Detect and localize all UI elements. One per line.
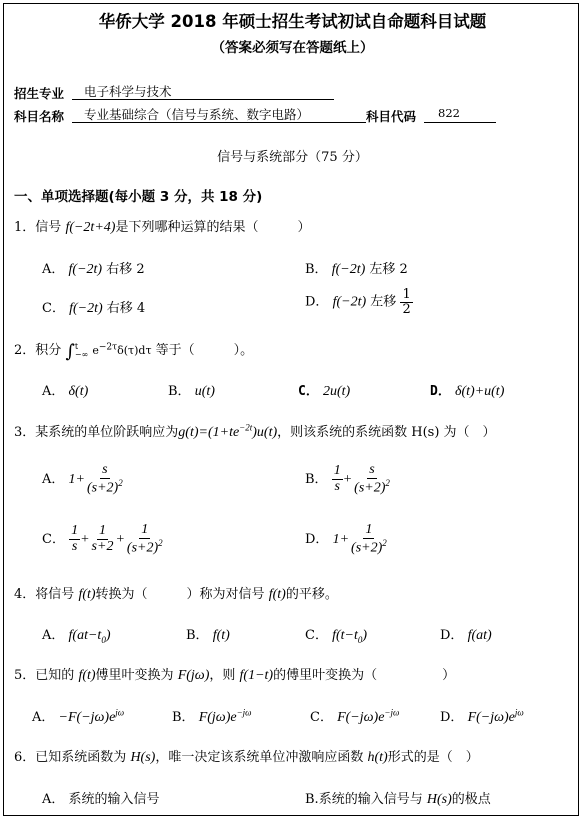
q3-option-a: A． 1+ $\frac{s}{(s+2)^2}$ [42,462,123,496]
question-3: 3．某系统的单位阶跃响应为$g(t)=(1+te^{-2t})u(t)$，则该系统的系统函数 H(s) 为（ ） [14,422,496,440]
q2-integrand: $e^{-2\tau}\delta(\tau)d\tau$ [92,342,152,357]
q5-option-b: B． $F(j\omega)e^{-j\omega}$ [172,707,252,725]
part-title: 一、单项选择题(每小题 3 分，共 18 分) [14,189,263,205]
subject-value: 专业基础综合（信号与系统、数字电路） [84,107,310,122]
q5-option-c: C． $F(-j\omega)e^{-j\omega}$ [310,707,400,725]
q5-option-d: D． $F(-j\omega)e^{j\omega}$ [440,707,524,725]
page-border [3,3,579,816]
q3-option-c: C． $\frac{1}{s}$ + $\frac{1}{s+2}$ + $\frac{1}{(s+2)^2}$ [42,522,163,556]
code-label: 科目代码 [366,109,417,124]
q2-option-c: C． 2u(t) [298,384,351,399]
question-2: 2．积分 ∫ t −∞ $e^{-2\tau}\delta(\tau)d\tau$ 等于（ ）。 [14,341,254,362]
integral-icon: ∫ [65,341,75,362]
q5-option-a: A． $-F(-j\omega)e^{j\omega}$ [32,707,125,725]
q4-option-d: D． f(at) [440,628,492,643]
q1-option-a: A． f(−2t) 右移 2 [42,262,145,277]
q2-option-b: B． u(t) [168,384,215,399]
q1-pre: 信号 [35,220,62,235]
question-6: 6．已知系统函数为 H(s)，唯一决定该系统单位冲激响应函数 h(t)形式的是（ ） [14,750,479,765]
q6-option-b: B.系统的输入信号与 H(s)的极点 [305,792,491,807]
major-value: 电子科学与技术 [84,84,172,99]
exam-title: 华侨大学 2018 年硕士招生考试初试自命题科目试题 [98,12,487,31]
q4-option-b: B． f(t) [186,628,230,643]
q4-option-a: A． $f(at-t_0)$ [42,628,111,645]
subject-label: 科目名称 [14,109,65,124]
exam-subtitle: （答案必须写在答题纸上） [211,40,374,56]
code-value: 822 [438,106,460,120]
q3-option-b: B． $\frac{1}{s}$ + $\frac{s}{(s+2)^2}$ [305,462,390,496]
q1-option-b: B． f(−2t) 左移 2 [305,262,408,277]
q1-post: 是下列哪种运算的结果（ ） [115,220,311,235]
q2-option-a: A． δ(t) [42,384,89,399]
major-label: 招生专业 [14,86,65,101]
q1-expr: f(−2t+4) [65,220,116,235]
q3-option-d: D． 1+ $\frac{1}{(s+2)^2}$ [305,522,387,556]
q1-number: 1． [14,220,36,235]
q1-option-d: D． f(−2t) 左移 $\frac{1}{2}$ [305,287,411,317]
section-title: 信号与系统部分（75 分） [217,150,368,165]
q1-option-c: C． f(−2t) 右移 4 [42,301,146,316]
question-4: 4．将信号 f(t)转换为（ ）称为对信号 f(t)的平移。 [14,587,338,602]
q6-option-a: A． 系统的输入信号 [42,792,160,807]
q2-option-d: D． δ(t)+u(t) [430,384,505,399]
question-5: 5．已知的 f(t)傅里叶变换为 F(jω)，则 f(1−t)的傅里叶变换为（ ） [14,668,456,683]
q4-option-c: C． $f(t-t_0)$ [305,628,368,645]
code-underline [424,122,496,123]
question-1 [14,216,310,236]
